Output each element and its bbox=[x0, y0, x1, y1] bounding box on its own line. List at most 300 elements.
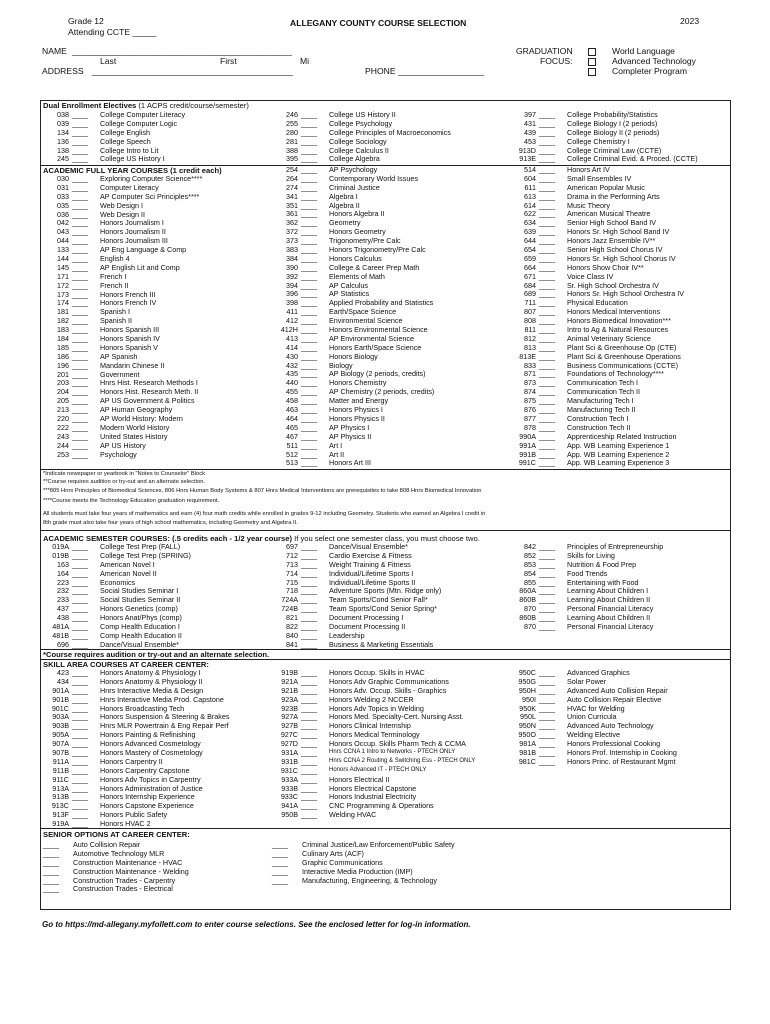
selection-blank[interactable]: ____ bbox=[301, 369, 317, 379]
course-code: 821 bbox=[286, 613, 298, 623]
selection-blank[interactable]: ____ bbox=[72, 577, 88, 587]
selection-blank[interactable]: ____ bbox=[72, 792, 88, 802]
course-code: 431 bbox=[524, 118, 536, 128]
selection-blank[interactable]: ____ bbox=[301, 182, 317, 192]
selection-blank[interactable]: ____ bbox=[539, 307, 555, 317]
selection-blank[interactable]: ____ bbox=[72, 568, 88, 578]
selection-blank[interactable]: ____ bbox=[72, 218, 88, 228]
selection-blank[interactable]: ____ bbox=[539, 542, 555, 551]
selection-blank[interactable]: ____ bbox=[301, 200, 317, 210]
selection-blank[interactable]: ____ bbox=[72, 307, 88, 317]
selection-blank[interactable]: ____ bbox=[301, 118, 317, 128]
selection-blank[interactable]: ____ bbox=[301, 307, 317, 317]
selection-blank[interactable]: ____ bbox=[72, 136, 88, 146]
selection-blank[interactable]: ____ bbox=[539, 378, 555, 388]
selection-blank[interactable]: ____ bbox=[43, 840, 59, 849]
selection-blank[interactable]: ____ bbox=[301, 586, 317, 596]
focus-completer-program[interactable]: Completer Program bbox=[588, 66, 687, 76]
selection-blank[interactable]: ____ bbox=[539, 604, 555, 614]
selection-blank[interactable]: ____ bbox=[539, 200, 555, 210]
selection-blank[interactable]: ____ bbox=[72, 414, 88, 424]
selection-blank[interactable]: ____ bbox=[72, 810, 88, 820]
selection-blank[interactable]: ____ bbox=[301, 271, 317, 281]
selection-blank[interactable]: ____ bbox=[72, 801, 88, 811]
course-name: College Criminal Law (CCTE) bbox=[567, 145, 662, 155]
selection-blank[interactable]: ____ bbox=[301, 422, 317, 432]
course-name: Honors Journalism I bbox=[100, 218, 164, 228]
selection-blank[interactable]: ____ bbox=[72, 712, 88, 722]
selection-blank[interactable]: ____ bbox=[272, 866, 288, 876]
selection-blank[interactable]: ____ bbox=[539, 613, 555, 623]
course-name: French I bbox=[100, 271, 127, 281]
course-name: Senior High School Chorus IV bbox=[567, 245, 663, 255]
selection-blank[interactable]: ____ bbox=[301, 298, 317, 308]
selection-blank[interactable]: ____ bbox=[72, 639, 88, 649]
course-code: 383 bbox=[286, 245, 298, 255]
selection-blank[interactable]: ____ bbox=[539, 685, 555, 695]
selection-blank[interactable]: ____ bbox=[539, 550, 555, 560]
selection-blank[interactable]: ____ bbox=[72, 145, 88, 155]
course-code: 921A bbox=[281, 676, 298, 686]
senior-option-row[interactable] bbox=[272, 877, 572, 886]
course-name: Spanish II bbox=[100, 316, 132, 326]
course-name: AP Psychology bbox=[329, 165, 378, 174]
selection-blank[interactable]: ____ bbox=[539, 676, 555, 686]
course-code: 875 bbox=[524, 396, 536, 406]
selection-blank[interactable]: ____ bbox=[301, 810, 317, 820]
senior-option-name: Construction Trades - Carpentry bbox=[73, 875, 176, 885]
selection-blank[interactable]: ____ bbox=[72, 405, 88, 415]
course-code: 911B bbox=[52, 765, 69, 775]
selection-blank[interactable]: ____ bbox=[539, 712, 555, 722]
course-name: Honors Broadcasting Tech bbox=[100, 703, 185, 713]
selection-blank[interactable]: ____ bbox=[301, 145, 317, 155]
course-code: 465 bbox=[286, 422, 298, 432]
course-name: Individual/Lifetime Sports II bbox=[329, 577, 416, 587]
selection-blank[interactable]: ____ bbox=[301, 703, 317, 713]
course-name: Nutrition & Food Prep bbox=[567, 559, 637, 569]
selection-blank[interactable]: ____ bbox=[301, 191, 317, 201]
selection-blank[interactable]: ____ bbox=[539, 387, 555, 397]
selection-blank[interactable]: ____ bbox=[301, 712, 317, 722]
selection-blank[interactable]: ____ bbox=[72, 316, 88, 326]
selection-blank[interactable]: ____ bbox=[301, 280, 317, 290]
selection-blank[interactable]: ____ bbox=[72, 387, 88, 397]
course-row[interactable] bbox=[510, 623, 730, 632]
course-name: Weight Training & Fitness bbox=[329, 559, 411, 569]
selection-blank[interactable]: ____ bbox=[301, 209, 317, 219]
selection-blank[interactable]: ____ bbox=[72, 245, 88, 255]
selection-blank[interactable]: ____ bbox=[539, 595, 555, 605]
selection-blank[interactable]: ____ bbox=[72, 613, 88, 623]
selection-blank[interactable]: ____ bbox=[72, 685, 88, 695]
course-name: Apprenticeship Related Instruction bbox=[567, 431, 677, 441]
selection-blank[interactable]: ____ bbox=[272, 848, 288, 858]
selection-blank[interactable]: ____ bbox=[301, 236, 317, 246]
selection-blank[interactable]: ____ bbox=[72, 756, 88, 766]
checkbox-icon[interactable] bbox=[588, 58, 596, 66]
selection-blank[interactable]: ____ bbox=[539, 253, 555, 263]
selection-blank[interactable]: ____ bbox=[539, 236, 555, 246]
selection-blank[interactable]: ____ bbox=[539, 118, 555, 128]
selection-blank[interactable]: ____ bbox=[72, 360, 88, 370]
selection-blank[interactable]: ____ bbox=[539, 351, 555, 361]
course-code: 220 bbox=[57, 414, 69, 424]
selection-blank[interactable]: ____ bbox=[301, 756, 317, 766]
selection-blank[interactable]: ____ bbox=[539, 165, 555, 174]
selection-blank[interactable]: ____ bbox=[72, 550, 88, 560]
selection-blank[interactable]: ____ bbox=[301, 801, 317, 811]
selection-blank[interactable]: ____ bbox=[539, 369, 555, 379]
selection-blank[interactable]: ____ bbox=[539, 182, 555, 192]
selection-blank[interactable]: ____ bbox=[301, 405, 317, 415]
course-code: 907B bbox=[52, 748, 69, 758]
course-code: 990A bbox=[519, 431, 536, 441]
course-name: Honors Biology bbox=[329, 351, 378, 361]
selection-blank[interactable]: ____ bbox=[539, 396, 555, 406]
course-name: Learning About Children I bbox=[567, 586, 649, 596]
selection-blank[interactable]: ____ bbox=[72, 721, 88, 731]
selection-blank[interactable]: ____ bbox=[72, 422, 88, 432]
selection-blank[interactable]: ____ bbox=[301, 110, 317, 119]
course-name: Honors Spanish III bbox=[100, 325, 160, 335]
course-name: Honors Carpentry Capstone bbox=[100, 765, 190, 775]
selection-blank[interactable]: ____ bbox=[301, 227, 317, 237]
selection-blank[interactable]: ____ bbox=[539, 191, 555, 201]
selection-blank[interactable]: ____ bbox=[72, 262, 88, 272]
selection-blank[interactable]: ____ bbox=[72, 289, 88, 299]
selection-blank[interactable]: ____ bbox=[72, 298, 88, 308]
selection-blank[interactable]: ____ bbox=[72, 748, 88, 758]
course-name: Honors Carpentry II bbox=[100, 756, 163, 766]
selection-blank[interactable]: ____ bbox=[539, 559, 555, 569]
selection-blank[interactable]: ____ bbox=[43, 875, 59, 885]
course-row[interactable] bbox=[510, 459, 730, 468]
selection-blank[interactable]: ____ bbox=[539, 405, 555, 415]
selection-blank[interactable]: ____ bbox=[72, 819, 88, 829]
selection-blank[interactable]: ____ bbox=[72, 174, 88, 183]
selection-blank[interactable]: ____ bbox=[301, 387, 317, 397]
course-code: 950G bbox=[518, 676, 536, 686]
selection-blank[interactable]: ____ bbox=[539, 110, 555, 119]
course-name: Solar Power bbox=[567, 676, 607, 686]
selection-blank[interactable]: ____ bbox=[301, 748, 317, 758]
course-row[interactable] bbox=[43, 451, 293, 460]
selection-blank[interactable]: ____ bbox=[301, 396, 317, 406]
selection-blank[interactable]: ____ bbox=[301, 458, 317, 468]
selection-blank[interactable]: ____ bbox=[72, 604, 88, 614]
course-name: Honors Earth/Space Science bbox=[329, 342, 422, 352]
selection-blank[interactable]: ____ bbox=[72, 334, 88, 344]
course-name: Honors Administration of Justice bbox=[100, 783, 203, 793]
selection-blank[interactable]: ____ bbox=[301, 577, 317, 587]
selection-blank[interactable]: ____ bbox=[301, 765, 317, 775]
selection-blank[interactable]: ____ bbox=[539, 568, 555, 578]
course-code: 860B bbox=[519, 595, 536, 605]
course-code: 171 bbox=[57, 271, 69, 281]
selection-blank[interactable]: ____ bbox=[72, 209, 88, 219]
selection-blank[interactable]: ____ bbox=[301, 378, 317, 388]
selection-blank[interactable]: ____ bbox=[539, 586, 555, 596]
selection-blank[interactable]: ____ bbox=[72, 765, 88, 775]
course-name: Web Design II bbox=[100, 209, 146, 219]
selection-blank[interactable]: ____ bbox=[539, 748, 555, 758]
selection-blank[interactable]: ____ bbox=[301, 333, 317, 343]
selection-blank[interactable]: ____ bbox=[72, 200, 88, 210]
focus-advanced-technology[interactable]: Advanced Technology bbox=[588, 56, 696, 66]
selection-blank[interactable]: ____ bbox=[301, 639, 317, 649]
course-name: Welding Elective bbox=[567, 730, 621, 740]
selection-blank[interactable]: ____ bbox=[72, 440, 88, 450]
course-name: Psychology bbox=[100, 449, 137, 459]
course-row[interactable] bbox=[272, 459, 512, 468]
selection-blank[interactable]: ____ bbox=[539, 245, 555, 255]
selection-blank[interactable]: ____ bbox=[539, 721, 555, 731]
selection-blank[interactable]: ____ bbox=[301, 730, 317, 740]
selection-blank[interactable]: ____ bbox=[72, 703, 88, 713]
course-name: Honors Adv Graphic Communications bbox=[329, 676, 449, 686]
name-field[interactable]: ______________________________________________ bbox=[72, 46, 292, 56]
selection-blank[interactable]: ____ bbox=[301, 568, 317, 578]
selection-blank[interactable]: ____ bbox=[301, 325, 317, 335]
selection-blank[interactable]: ____ bbox=[539, 262, 555, 272]
selection-blank[interactable]: ____ bbox=[72, 271, 88, 281]
selection-blank[interactable]: ____ bbox=[301, 127, 317, 137]
selection-blank[interactable]: ____ bbox=[301, 253, 317, 263]
selection-blank[interactable]: ____ bbox=[272, 875, 288, 885]
selection-blank[interactable]: ____ bbox=[301, 668, 317, 677]
selection-blank[interactable]: ____ bbox=[539, 280, 555, 290]
selection-blank[interactable]: ____ bbox=[539, 289, 555, 299]
course-row[interactable] bbox=[272, 155, 512, 164]
course-name: United States History bbox=[100, 431, 168, 441]
selection-blank[interactable]: ____ bbox=[72, 254, 88, 264]
course-name: Skills for Living bbox=[567, 550, 615, 560]
selection-blank[interactable]: ____ bbox=[539, 136, 555, 146]
course-code: 481B bbox=[52, 630, 69, 640]
checkbox-icon[interactable] bbox=[588, 48, 596, 56]
selection-blank[interactable]: ____ bbox=[72, 154, 88, 164]
selection-blank[interactable]: ____ bbox=[72, 783, 88, 793]
selection-blank[interactable]: ____ bbox=[301, 360, 317, 370]
selection-blank[interactable]: ____ bbox=[72, 118, 88, 128]
selection-blank[interactable]: ____ bbox=[301, 792, 317, 802]
selection-blank[interactable]: ____ bbox=[301, 685, 317, 695]
attending-ccte-field[interactable]: Attending CCTE _____ bbox=[68, 27, 157, 37]
selection-blank[interactable]: ____ bbox=[72, 325, 88, 335]
course-name: Plant Sci & Greenhouse Op (CTE) bbox=[567, 342, 677, 352]
selection-blank[interactable]: ____ bbox=[539, 342, 555, 352]
course-code: 931B bbox=[281, 756, 298, 766]
selection-blank[interactable]: ____ bbox=[301, 262, 317, 272]
course-code: 511 bbox=[286, 440, 298, 450]
course-name: Hnrs Hist. Research Methods I bbox=[100, 378, 198, 388]
senior-option-row[interactable] bbox=[43, 885, 273, 894]
selection-blank[interactable]: ____ bbox=[72, 280, 88, 290]
selection-blank[interactable]: ____ bbox=[72, 236, 88, 246]
selection-blank[interactable]: ____ bbox=[539, 668, 555, 677]
selection-blank[interactable]: ____ bbox=[539, 333, 555, 343]
selection-blank[interactable]: ____ bbox=[301, 316, 317, 326]
selection-blank[interactable]: ____ bbox=[301, 351, 317, 361]
selection-blank[interactable]: ____ bbox=[539, 271, 555, 281]
selection-blank[interactable]: ____ bbox=[301, 613, 317, 623]
selection-blank[interactable]: ____ bbox=[301, 604, 317, 614]
selection-blank[interactable]: ____ bbox=[539, 449, 555, 459]
selection-blank[interactable]: ____ bbox=[301, 550, 317, 560]
selection-blank[interactable]: ____ bbox=[72, 676, 88, 686]
selection-blank[interactable]: ____ bbox=[272, 857, 288, 867]
selection-blank[interactable]: ____ bbox=[301, 440, 317, 450]
selection-blank[interactable]: ____ bbox=[301, 413, 317, 423]
selection-blank[interactable]: ____ bbox=[72, 595, 88, 605]
selection-blank[interactable]: ____ bbox=[301, 173, 317, 183]
selection-blank[interactable]: ____ bbox=[539, 316, 555, 326]
selection-blank[interactable]: ____ bbox=[301, 342, 317, 352]
selection-blank[interactable]: ____ bbox=[301, 721, 317, 731]
selection-blank[interactable]: ____ bbox=[301, 694, 317, 704]
course-code: 174 bbox=[57, 298, 69, 308]
selection-blank[interactable]: ____ bbox=[301, 622, 317, 632]
selection-blank[interactable]: ____ bbox=[72, 396, 88, 406]
course-code: 807 bbox=[524, 307, 536, 317]
selection-blank[interactable]: ____ bbox=[539, 694, 555, 704]
selection-blank[interactable]: ____ bbox=[72, 694, 88, 704]
course-code: 981C bbox=[518, 756, 536, 766]
selection-blank[interactable]: ____ bbox=[539, 577, 555, 587]
selection-blank[interactable]: ____ bbox=[72, 110, 88, 119]
selection-blank[interactable]: ____ bbox=[539, 739, 555, 749]
selection-blank[interactable]: ____ bbox=[72, 559, 88, 569]
course-code: 253 bbox=[57, 449, 69, 459]
selection-blank[interactable]: ____ bbox=[43, 857, 59, 867]
selection-blank[interactable]: ____ bbox=[539, 173, 555, 183]
selection-blank[interactable]: ____ bbox=[72, 431, 88, 441]
selection-blank[interactable]: ____ bbox=[72, 542, 88, 551]
selection-blank[interactable]: ____ bbox=[539, 756, 555, 766]
selection-blank[interactable]: ____ bbox=[539, 209, 555, 219]
course-code: 512 bbox=[286, 449, 298, 459]
course-code: 430 bbox=[286, 351, 298, 361]
selection-blank[interactable]: ____ bbox=[301, 774, 317, 784]
course-code: 870 bbox=[524, 604, 536, 614]
selection-blank[interactable]: ____ bbox=[72, 774, 88, 784]
selection-blank[interactable]: ____ bbox=[301, 449, 317, 459]
course-name: Business Communications (CCTE) bbox=[567, 360, 679, 370]
selection-blank[interactable]: ____ bbox=[539, 622, 555, 632]
selection-blank[interactable]: ____ bbox=[72, 739, 88, 749]
selection-blank[interactable]: ____ bbox=[539, 154, 555, 164]
selection-blank[interactable]: ____ bbox=[301, 245, 317, 255]
selection-blank[interactable]: ____ bbox=[301, 542, 317, 551]
selection-blank[interactable]: ____ bbox=[539, 127, 555, 137]
course-code: 927D bbox=[280, 739, 298, 749]
selection-blank[interactable]: ____ bbox=[301, 154, 317, 164]
selection-blank[interactable]: ____ bbox=[43, 884, 59, 894]
course-name: Honors Environmental Science bbox=[329, 325, 428, 335]
selection-blank[interactable]: ____ bbox=[539, 431, 555, 441]
selection-blank[interactable]: ____ bbox=[539, 298, 555, 308]
selection-blank[interactable]: ____ bbox=[539, 218, 555, 228]
address-field[interactable]: __________________________________________ bbox=[92, 66, 293, 76]
selection-blank[interactable]: ____ bbox=[43, 848, 59, 858]
selection-blank[interactable]: ____ bbox=[72, 182, 88, 192]
course-name: Drama in the Performing Arts bbox=[567, 191, 660, 201]
phone-field[interactable]: __________________ bbox=[398, 66, 485, 76]
selection-blank[interactable]: ____ bbox=[43, 866, 59, 876]
course-name: College & Career Prep Math bbox=[329, 262, 420, 272]
selection-blank[interactable]: ____ bbox=[72, 668, 88, 677]
selection-blank[interactable]: ____ bbox=[539, 227, 555, 237]
selection-blank[interactable]: ____ bbox=[72, 622, 88, 632]
selection-blank[interactable]: ____ bbox=[301, 630, 317, 640]
selection-blank[interactable]: ____ bbox=[539, 703, 555, 713]
selection-blank[interactable]: ____ bbox=[72, 586, 88, 596]
divider bbox=[40, 828, 731, 829]
selection-blank[interactable]: ____ bbox=[301, 676, 317, 686]
skill-col-3 bbox=[510, 669, 730, 767]
course-name: Honors Show Choir IV** bbox=[567, 262, 644, 272]
selection-blank[interactable]: ____ bbox=[539, 440, 555, 450]
selection-blank[interactable]: ____ bbox=[301, 559, 317, 569]
selection-blank[interactable]: ____ bbox=[72, 191, 88, 201]
checkbox-icon[interactable] bbox=[588, 68, 596, 76]
selection-blank[interactable]: ____ bbox=[539, 325, 555, 335]
selection-blank[interactable]: ____ bbox=[301, 595, 317, 605]
course-row[interactable] bbox=[272, 811, 512, 820]
course-code: 611 bbox=[524, 182, 536, 192]
course-name: Honors Mastery of Cosmetology bbox=[100, 748, 203, 758]
page-title: ALLEGANY COUNTY COURSE SELECTION bbox=[290, 18, 467, 28]
selection-blank[interactable]: ____ bbox=[301, 431, 317, 441]
selection-blank[interactable]: ____ bbox=[301, 783, 317, 793]
selection-blank[interactable]: ____ bbox=[72, 127, 88, 137]
selection-blank[interactable]: ____ bbox=[301, 739, 317, 749]
selection-blank[interactable]: ____ bbox=[72, 378, 88, 388]
selection-blank[interactable]: ____ bbox=[72, 342, 88, 352]
course-row[interactable] bbox=[510, 758, 730, 767]
selection-blank[interactable]: ____ bbox=[539, 360, 555, 370]
selection-blank[interactable]: ____ bbox=[72, 351, 88, 361]
selection-blank[interactable]: ____ bbox=[301, 165, 317, 174]
selection-blank[interactable]: ____ bbox=[301, 218, 317, 228]
focus-world-language[interactable]: World Language bbox=[588, 46, 675, 56]
selection-blank[interactable]: ____ bbox=[539, 730, 555, 740]
selection-blank[interactable]: ____ bbox=[72, 630, 88, 640]
selection-blank[interactable]: ____ bbox=[539, 413, 555, 423]
semester-note: *Course requires audition or try-out and an alternate selection. bbox=[43, 650, 270, 659]
course-code: 163 bbox=[57, 559, 69, 569]
course-name: Honors Spanish IV bbox=[100, 334, 160, 344]
selection-blank[interactable]: ____ bbox=[272, 840, 288, 849]
selection-blank[interactable]: ____ bbox=[72, 449, 88, 459]
course-code: 196 bbox=[57, 360, 69, 370]
dual-enrollment-title: Dual Enrollment Electives (1 ACPS credit/course/semester) bbox=[43, 101, 249, 110]
course-name: Honors Medical Terminology bbox=[329, 730, 420, 740]
course-name: Honors Public Safety bbox=[100, 810, 168, 820]
selection-blank[interactable]: ____ bbox=[72, 730, 88, 740]
selection-blank[interactable]: ____ bbox=[539, 145, 555, 155]
course-code: 684 bbox=[524, 280, 536, 290]
selection-blank[interactable]: ____ bbox=[72, 369, 88, 379]
course-row[interactable] bbox=[43, 155, 293, 164]
selection-blank[interactable]: ____ bbox=[301, 289, 317, 299]
selection-blank[interactable]: ____ bbox=[539, 458, 555, 468]
selection-blank[interactable]: ____ bbox=[301, 136, 317, 146]
selection-blank[interactable]: ____ bbox=[72, 227, 88, 237]
course-row[interactable] bbox=[510, 155, 730, 164]
selection-blank[interactable]: ____ bbox=[539, 422, 555, 432]
